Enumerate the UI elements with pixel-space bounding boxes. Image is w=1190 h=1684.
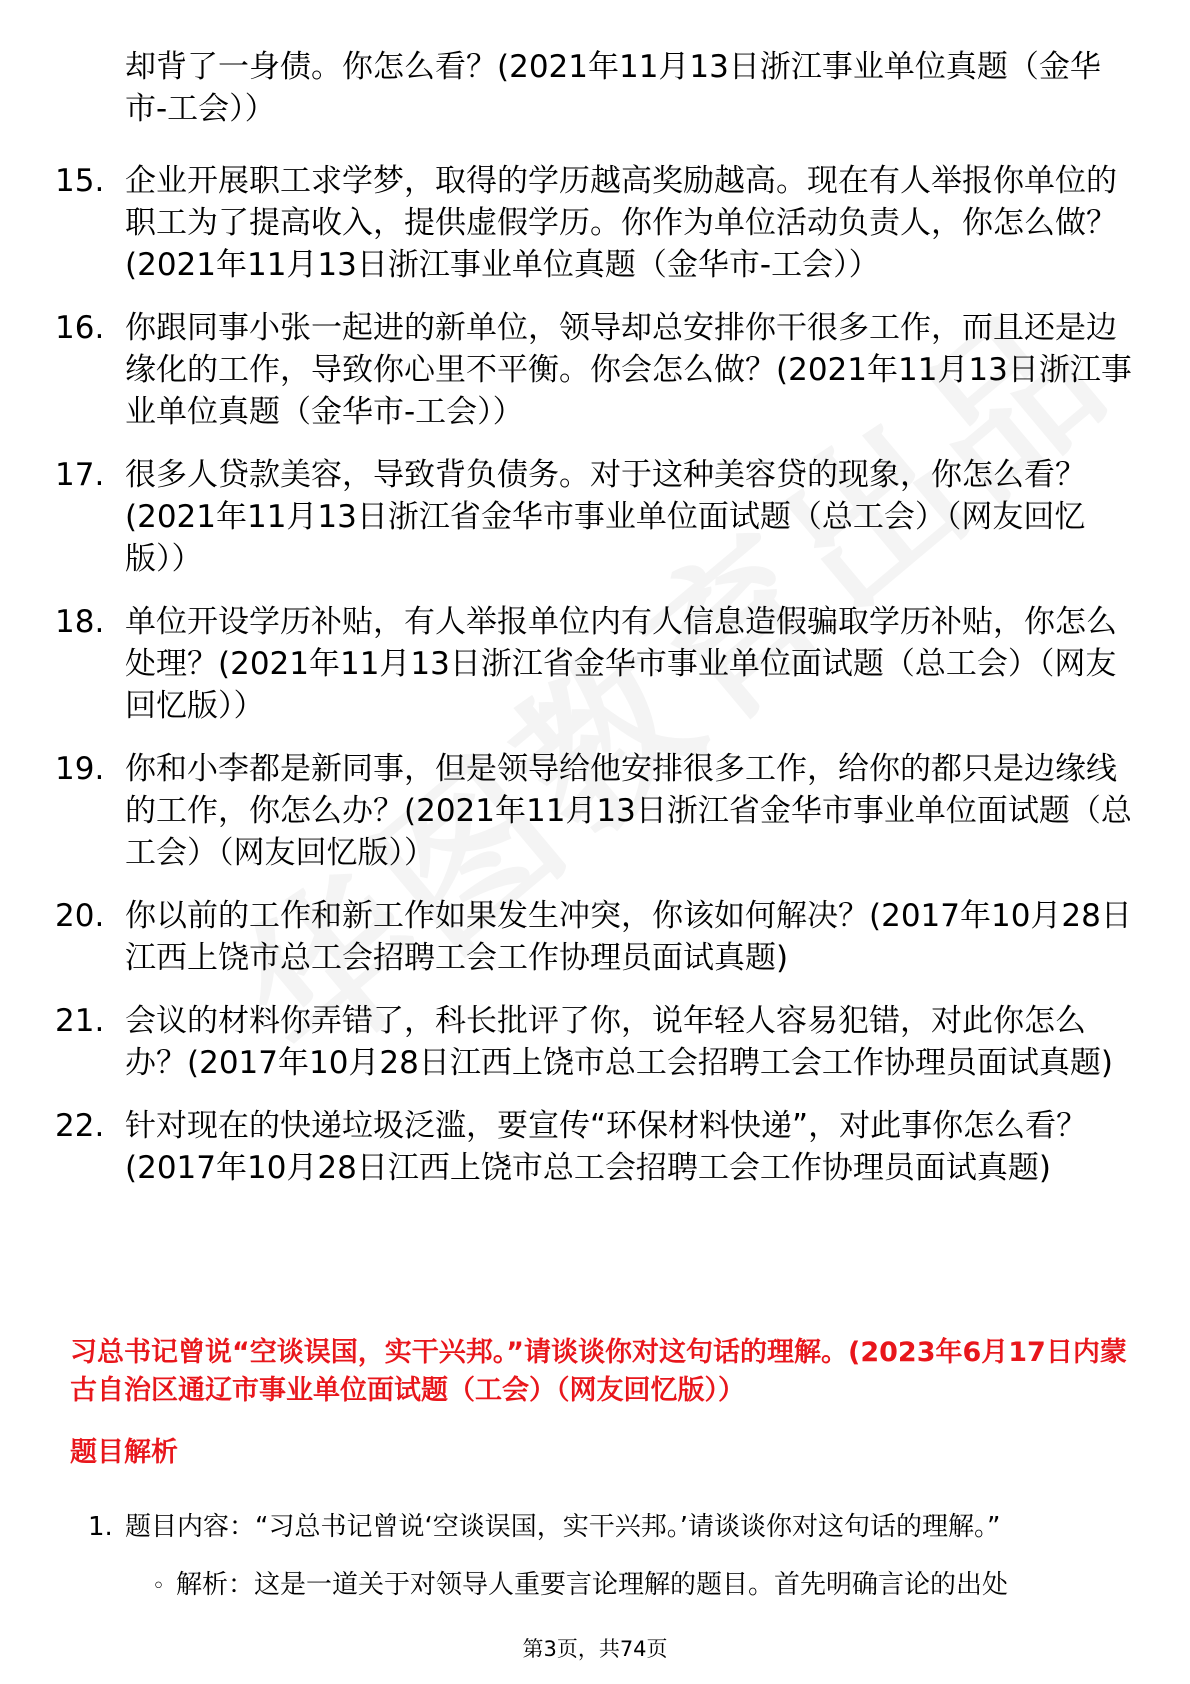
list-item bbox=[0, 1105, 1190, 1189]
question-number: 22. bbox=[55, 1108, 105, 1144]
question-text: 针对现在的快递垃圾泛滥，要宣传“环保材料快递”，对此事你怎么看？(2017年10月28日江西上饶市总工会招聘工会工作协理员面试真题) bbox=[125, 1108, 1088, 1186]
question-text: 你和小李都是新同事，但是领导给他安排很多工作，给你的都只是边缘线的工作，你怎么办？(2021年11月13日浙江省金华市事业单位面试题（总工会）（网友回忆版）） bbox=[125, 751, 1132, 871]
question-number: 18. bbox=[55, 604, 105, 640]
question-number: 20. bbox=[55, 898, 105, 934]
question-text: 会议的材料你弄错了，科长批评了你，说年轻人容易犯错，对此你怎么办？(2017年10月28日江西上饶市总工会招聘工会工作协理员面试真题) bbox=[125, 1003, 1113, 1081]
question-text: 你以前的工作和新工作如果发生冲突，你该如何解决？(2017年10月28日江西上饶市总工会招聘工会工作协理员面试真题) bbox=[125, 898, 1132, 976]
list-item bbox=[0, 307, 1190, 433]
analysis-sub-text: 解析：这是一道关于对领导人重要言论理解的题目。首先明确言论的出处 bbox=[176, 1570, 1009, 1600]
question-text: 单位开设学历补贴，有人举报单位内有人信息造假骗取学历补贴，你怎么处理？(2021年11月13日浙江省金华市事业单位面试题（总工会）（网友回忆版）） bbox=[125, 604, 1117, 724]
question-number: 16. bbox=[55, 310, 105, 346]
list-item bbox=[0, 748, 1190, 874]
list-item bbox=[0, 895, 1190, 979]
question-text: 企业开展职工求学梦，取得的学历越高奖励越高。现在有人举报你单位的职工为了提高收入，提供虚假学历。你作为单位活动负责人，你怎么做？(2021年11月13日浙江事业单位真题（金华市-工会）） bbox=[125, 163, 1117, 283]
question-number: 21. bbox=[55, 1003, 105, 1039]
question-number: 15. bbox=[55, 163, 105, 199]
list-item bbox=[0, 1000, 1190, 1084]
section-title: 习总书记曾说“空谈误国，实干兴邦。”请谈谈你对这句话的理解。(2023年6月17日内蒙古自治区通辽市事业单位面试题（工会）（网友回忆版）） bbox=[70, 1337, 1127, 1406]
list-item bbox=[0, 160, 1190, 286]
question-14-continuation: 却背了一身债。你怎么看？(2021年11月13日浙江事业单位真题（金华市-工会）） bbox=[125, 49, 1101, 127]
list-item bbox=[0, 601, 1190, 727]
list-item bbox=[0, 454, 1190, 580]
page-number: 第3页，共74页 bbox=[522, 1637, 668, 1661]
question-number: 19. bbox=[55, 751, 105, 787]
analysis-item-text: 题目内容：“习总书记曾说‘空谈误国，实干兴邦。’请谈谈你对这句话的理解。” bbox=[125, 1512, 1001, 1542]
analysis-item-number: 1. bbox=[88, 1512, 113, 1542]
analysis-sub-item bbox=[152, 1566, 1152, 1606]
question-number: 17. bbox=[55, 457, 105, 493]
question-text: 你跟同事小张一起进的新单位，领导却总安排你干很多工作，而且还是边缘化的工作，导致你心里不平衡。你会怎么做？(2021年11月13日浙江事业单位真题（金华市-工会）） bbox=[125, 310, 1132, 430]
question-text: 很多人贷款美容，导致背负债务。对于这种美容贷的现象，你怎么看？(2021年11月13日浙江省金华市事业单位面试题（总工会）（网友回忆版）） bbox=[125, 457, 1086, 577]
analysis-item bbox=[88, 1508, 1148, 1546]
analysis-heading: 题目解析 bbox=[70, 1437, 178, 1468]
question-list bbox=[0, 160, 1190, 1210]
bullet-icon: ◦ bbox=[152, 1574, 165, 1599]
